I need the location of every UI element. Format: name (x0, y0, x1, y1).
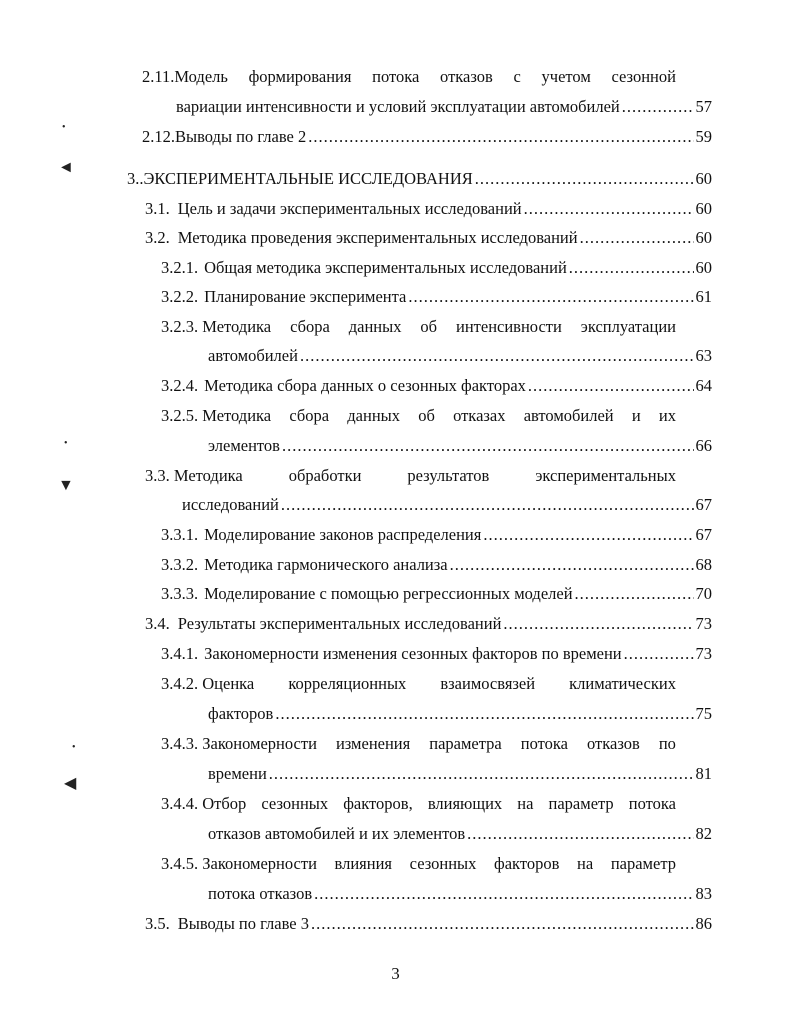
toc-word: факторов, (343, 794, 413, 813)
toc-entry-3-4-3-line1 (161, 734, 676, 754)
toc-word: отказах (453, 406, 506, 425)
toc-entry-number: 3.2.3. Методика (161, 317, 272, 336)
toc-leader-dots (275, 704, 693, 724)
toc-entry-number: 3.2.1. (161, 258, 199, 277)
toc-page-number: 68 (695, 555, 712, 574)
toc-leader-dots (282, 436, 694, 456)
toc-entry-title: Общая методика экспериментальных исследований (204, 258, 567, 277)
toc-word: сезонных (409, 854, 477, 873)
toc-page-number: 66 (695, 436, 712, 455)
toc-page-number: 73 (695, 614, 712, 633)
toc-entry-number: 3.3.1. (161, 525, 199, 544)
toc-word: параметра (429, 734, 502, 753)
toc-page-number: 59 (695, 127, 712, 146)
toc-word: отказов (587, 734, 640, 753)
toc-entry-title: Моделирование законов распределения (204, 525, 482, 544)
toc-entry-number: 3.3.3. (161, 584, 199, 603)
toc-page-number: 60 (695, 258, 712, 277)
toc-word: на (577, 854, 594, 873)
toc-word: учетом (541, 67, 591, 86)
toc-word: сезонных (261, 794, 329, 813)
toc-page-number: 60 (695, 169, 712, 188)
toc-entry-number: 3.4.2. Оценка (161, 674, 255, 693)
toc-word: с (513, 67, 521, 86)
toc-entry-title: Методика проведения экспериментальных исследований (177, 228, 578, 247)
toc-entry-3[interactable] (127, 169, 712, 189)
toc-word: потока (372, 67, 420, 86)
toc-entry-title: Методика гармонического анализа (204, 555, 448, 574)
toc-entry-title: Цель и задачи экспериментальных исследований (177, 199, 522, 218)
toc-word: экспериментальных (535, 466, 676, 485)
toc-entry-3-2-3-line1 (161, 317, 676, 337)
toc-word: об (418, 406, 435, 425)
toc-page-number: 81 (695, 764, 712, 783)
toc-word: эксплуатации (580, 317, 676, 336)
toc-entry-title: вариации интенсивности и условий эксплуатации автомобилей (176, 97, 620, 116)
scan-mark-arrow-icon: ▼ (58, 477, 74, 494)
toc-word: результатов (407, 466, 490, 485)
toc-entry-3-4-4-line2 (208, 824, 712, 844)
toc-word: факторов (494, 854, 560, 873)
toc-entry-3-3-line1 (145, 466, 676, 486)
toc-entry-3-3-2[interactable] (161, 555, 712, 575)
toc-word: данных (347, 406, 400, 425)
toc-word: взаимосвязей (440, 674, 536, 693)
toc-entry-title: Выводы по главе 2 (175, 127, 307, 146)
toc-leader-dots (624, 644, 694, 664)
toc-entry-title: потока отказов (208, 884, 313, 903)
toc-leader-dots (475, 169, 694, 189)
toc-word: обработки (288, 466, 362, 485)
toc-entry-3-2[interactable] (145, 228, 712, 248)
toc-entry-number: 3.1. (145, 199, 170, 218)
toc-word: параметр (548, 794, 614, 813)
toc-entry-number: 3.4.1. (161, 644, 199, 663)
toc-word: интенсивности (456, 317, 562, 336)
toc-word: и (631, 406, 641, 425)
toc-entry-3-2-1[interactable] (161, 258, 712, 278)
toc-entry-3-2-3-line2 (208, 346, 712, 366)
toc-leader-dots (569, 258, 694, 278)
toc-entry-3-4-1[interactable] (161, 644, 712, 664)
toc-entry-3-3-line2 (182, 495, 712, 515)
toc-entry-title: факторов (208, 704, 274, 723)
toc-word: потока (520, 734, 568, 753)
toc-entry-3-5[interactable] (145, 914, 712, 934)
toc-entry-3-2-4[interactable] (161, 376, 712, 396)
toc-entry-3-4-4-line1 (161, 794, 676, 814)
toc-leader-dots (450, 555, 694, 575)
toc-word: данных (348, 317, 402, 336)
scan-mark: • (72, 742, 76, 753)
toc-leader-dots (503, 614, 693, 634)
toc-leader-dots (467, 824, 693, 844)
toc-entry-number: 3.2. (145, 228, 170, 247)
toc-leader-dots (580, 228, 694, 248)
toc-word: влияния (334, 854, 393, 873)
scan-mark-arrow-icon: ◄ (58, 159, 74, 176)
toc-page-number: 83 (695, 884, 712, 903)
toc-leader-dots (308, 127, 693, 147)
toc-page-number: 70 (695, 584, 712, 603)
toc-entry-title: отказов автомобилей и их элементов (208, 824, 466, 843)
toc-word: влияющих (427, 794, 503, 813)
toc-word: корреляционных (288, 674, 407, 693)
toc-entry-2-11-line1 (142, 67, 676, 87)
toc-word: климатических (569, 674, 676, 693)
toc-leader-dots (300, 346, 694, 366)
toc-entry-number: 3.2.4. (161, 376, 199, 395)
toc-entry-title: времени (208, 764, 267, 783)
scan-mark: • (62, 122, 66, 133)
toc-entry-number: 2.11.Модель (142, 67, 228, 86)
toc-entry-number: 3.4.5. Закономерности (161, 854, 317, 873)
toc-word: изменения (335, 734, 411, 753)
toc-entry-number: 3.3.2. (161, 555, 199, 574)
toc-entry-title: ЭКСПЕРИМЕНТАЛЬНЫЕ ИССЛЕДОВАНИЯ (143, 169, 473, 188)
toc-entry-3-3-3[interactable] (161, 584, 712, 604)
toc-entry-3-4[interactable] (145, 614, 712, 634)
toc-entry-title: Методика сбора данных о сезонных факторах (204, 376, 526, 395)
toc-page-number: 61 (695, 287, 712, 306)
page-number: 3 (391, 964, 400, 983)
toc-entry-title: элементов (208, 436, 280, 455)
toc-entry-3-4-2-line2 (208, 704, 712, 724)
toc-word: формирования (248, 67, 352, 86)
toc-entry-3-4-3-line2 (208, 764, 712, 784)
toc-entry-3-3-1[interactable] (161, 525, 712, 545)
toc-page-number: 86 (695, 914, 712, 933)
toc-word: сбора (289, 406, 330, 425)
toc-entry-title: автомобилей (208, 346, 298, 365)
toc-entry-number: 3.5. (145, 914, 170, 933)
toc-entry-3-4-5-line1 (161, 854, 676, 874)
toc-entry-number: 3.. (127, 169, 144, 188)
toc-word: по (658, 734, 676, 753)
toc-word: параметр (610, 854, 676, 873)
toc-entry-3-2-5-line1 (161, 406, 676, 426)
toc-page-number: 60 (695, 228, 712, 247)
toc-entry-2-12[interactable] (142, 127, 712, 147)
toc-entry-number: 3.4.4. Отбор (161, 794, 247, 813)
toc-page-number: 57 (695, 97, 712, 116)
toc-leader-dots (483, 525, 693, 545)
toc-entry-number: 3.2.5. Методика (161, 406, 272, 425)
toc-leader-dots (528, 376, 694, 396)
toc-word: отказов (440, 67, 493, 86)
toc-entry-3-2-2[interactable] (161, 287, 712, 307)
toc-page-number: 75 (695, 704, 712, 723)
toc-entry-title: Результаты экспериментальных исследований (177, 614, 502, 633)
toc-page-number: 64 (695, 376, 712, 395)
toc-entry-title: Планирование эксперимента (204, 287, 407, 306)
toc-leader-dots (281, 495, 694, 515)
toc-entry-2-11-line2 (176, 97, 712, 117)
toc-entry-title: Моделирование с помощью регрессионных моделей (204, 584, 573, 603)
toc-page-number: 82 (695, 824, 712, 843)
toc-entry-number: 3.4. (145, 614, 170, 633)
toc-entry-3-1[interactable] (145, 199, 712, 219)
toc-word: потока (628, 794, 676, 813)
toc-leader-dots (524, 199, 694, 219)
toc-page-number: 67 (695, 495, 712, 514)
toc-entry-number: 2.12. (142, 127, 175, 146)
toc-entry-title: исследований (182, 495, 279, 514)
toc-entry-3-4-5-line2 (208, 884, 712, 904)
toc-entry-title: Закономерности изменения сезонных факторов по времени (204, 644, 622, 663)
toc-page-number: 60 (695, 199, 712, 218)
toc-entry-title: Выводы по главе 3 (177, 914, 309, 933)
toc-word: их (658, 406, 676, 425)
toc-entry-3-4-2-line1 (161, 674, 676, 694)
toc-word: об (420, 317, 438, 336)
toc-word: сезонной (611, 67, 676, 86)
toc-word: на (517, 794, 534, 813)
toc-leader-dots (269, 764, 694, 784)
toc-page-number: 67 (695, 525, 712, 544)
toc-word: автомобилей (523, 406, 614, 425)
toc-leader-dots (622, 97, 694, 117)
toc-page-number: 63 (695, 346, 712, 365)
toc-leader-dots (408, 287, 693, 307)
toc-page-number: 73 (695, 644, 712, 663)
scan-mark: • (64, 438, 68, 449)
toc-leader-dots (314, 884, 693, 904)
toc-entry-number: 3.4.3. Закономерности (161, 734, 317, 753)
scan-mark-arrow-icon: ◀ (64, 775, 77, 792)
toc-leader-dots (311, 914, 694, 934)
toc-entry-3-2-5-line2 (208, 436, 712, 456)
toc-word: сбора (290, 317, 330, 336)
toc-entry-number: 3.3. Методика (145, 466, 243, 485)
toc-leader-dots (575, 584, 694, 604)
toc-entry-number: 3.2.2. (161, 287, 199, 306)
